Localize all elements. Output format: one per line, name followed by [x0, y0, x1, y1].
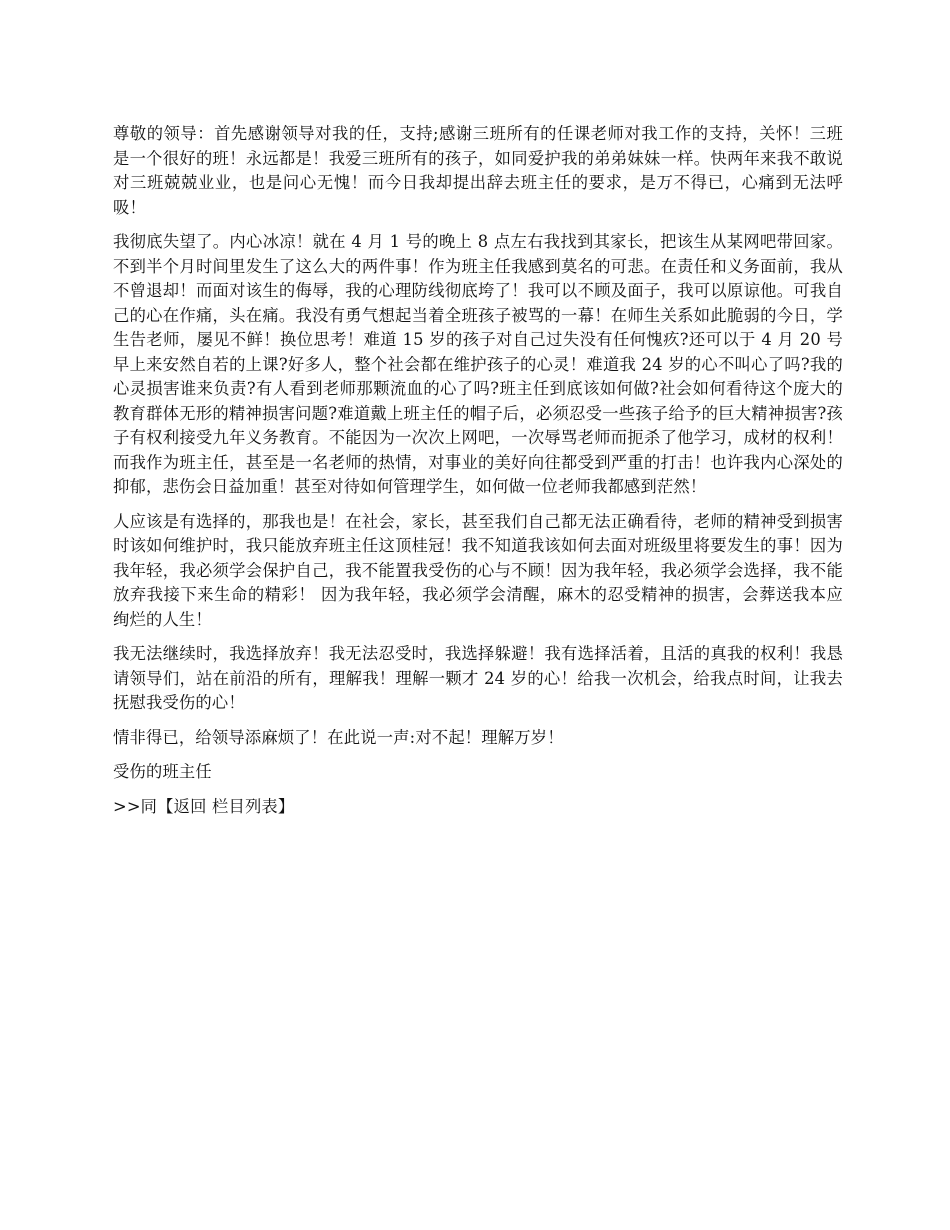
document-body [113, 122, 843, 819]
paragraph-disappointment: 我彻底失望了。内心冰凉！就在 4 月 1 号的晚上 8 点左右我找到其家长，把该生从某网吧带回家。不到半个月时间里发生了这么大的两件事！作为班主任我感到莫名的可悲。在责任和义务面前，我从不曾退却！而面对该生的侮辱，我的心理防线彻底垮了！我可以不顾及面子，我可以原谅他。可我自己的心在作痛，头在痛。我没有勇气想起当着全班孩子被骂的一幕！在师生关系如此脆弱的今日，学生告老师，屡见不鲜！换位思考！难道 15 岁的孩子对自己过失没有任何愧疚?还可以于 4 月 20 号早上来安然自若的上课?好多人，整个社会都在维护孩子的心灵！难道我 24 岁的心不叫心了吗?我的心灵损害谁来负责?有人看到老师那颗流血的心了吗?班主任到底该如何做?社会如何看待这个庞大的教育群体无形的精神损害问题?难道戴上班主任的帽子后，必须忍受一些孩子给予的巨大精神损害?孩子有权利接受九年义务教育。不能因为一次次上网吧，一次辱骂老师而扼杀了他学习，成材的权利！而我作为班主任，甚至是一名老师的热情，对事业的美好向往都受到严重的打击！也许我内心深处的抑郁，悲伤会日益加重！甚至对待如何管理学生，如何做一位老师我都感到茫然！ [113, 232, 843, 496]
paragraph-request: 我无法继续时，我选择放弃！我无法忍受时，我选择躲避！我有选择活着，且活的真我的权利！我恳请领导们，站在前沿的所有，理解我！理解一颗才 24 岁的心！给我一次机会，给我点时间，让我去抚慰我受伤的心！ [113, 644, 843, 712]
paragraph-choice: 人应该是有选择的，那我也是！在社会，家长，甚至我们自己都无法正确看待，老师的精神受到损害时该如何维护时，我只能放弃班主任这顶桂冠！我不知道我该如何去面对班级里将要发生的事！因为我年轻，我必须学会保护自己，我不能置我受伤的心与不顾！因为我年轻，我必须学会选择，我不能放弃我接下来生命的精彩！ 因为我年轻，我必须学会清醒，麻木的忍受精神的损害，会葬送我本应绚烂的人生！ [113, 511, 843, 629]
back-to-list-link[interactable]: >>同【返回 栏目列表】 [113, 796, 295, 816]
paragraph-apology: 情非得已，给领导添麻烦了！在此说一声:对不起！理解万岁！ [113, 727, 564, 747]
paragraph-salutation: 尊敬的领导：首先感谢领导对我的任，支持;感谢三班所有的任课老师对我工作的支持，关怀！三班是一个很好的班！永远都是！我爱三班所有的孩子，如同爱护我的弟弟妹妹一样。快两年来我不敢说对三班兢兢业业，也是问心无愧！而今日我却提出辞去班主任的要求，是万不得已，心痛到无法呼吸！ [113, 124, 843, 217]
signature: 受伤的班主任 [113, 762, 212, 781]
